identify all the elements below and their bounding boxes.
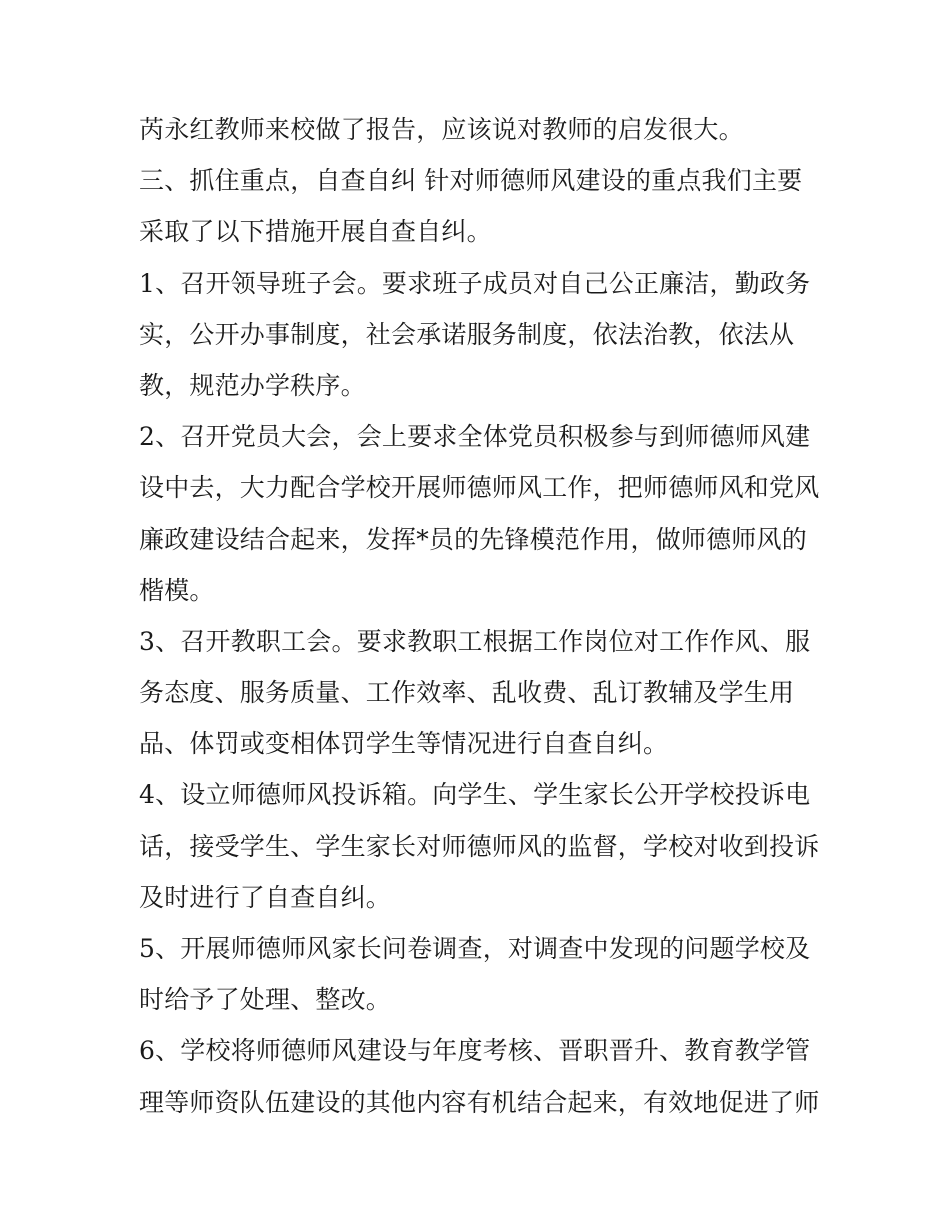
text-line-4: 1、召开领导班子会。要求班子成员对自己公正廉洁，勤政务 bbox=[139, 268, 811, 298]
text-line-8: 设中去，大力配合学校开展师德师风工作，把师德师风和党风 bbox=[139, 473, 820, 503]
text-line-19: 6、学校将师德师风建设与年度考核、晋职晋升、教育教学管 bbox=[139, 1036, 811, 1066]
text-line-6: 教，规范办学秩序。 bbox=[139, 370, 366, 400]
text-line-12: 务态度、服务质量、工作效率、乱收费、乱订教辅及学生用 bbox=[139, 678, 795, 708]
text-line-1: 芮永红教师来校做了报告，应该说对教师的启发很大。 bbox=[139, 115, 744, 144]
text-line-3: 采取了以下措施开展自查自纠。 bbox=[139, 217, 492, 247]
text-line-11: 3、召开教职工会。要求教职工根据工作岗位对工作作风、服 bbox=[139, 626, 811, 656]
document-body bbox=[139, 104, 819, 1128]
text-line-16: 及时进行了自查自纠。 bbox=[139, 882, 392, 912]
text-line-9: 廉政建设结合起来，发挥*员的先锋模范作用，做师德师风的 bbox=[139, 524, 807, 554]
text-line-15: 话，接受学生、学生家长对师德师风的监督，学校对收到投诉 bbox=[139, 831, 820, 861]
text-line-20: 理等师资队伍建设的其他内容有机结合起来，有效地促进了师 bbox=[139, 1087, 820, 1117]
text-line-18: 时给予了处理、整改。 bbox=[139, 985, 392, 1015]
text-line-7: 2、召开党员大会，会上要求全体党员积极参与到师德师风建 bbox=[139, 422, 811, 452]
text-line-14: 4、设立师德师风投诉箱。向学生、学生家长公开学校投诉电 bbox=[139, 780, 811, 810]
text-line-17: 5、开展师德师风家长问卷调查，对调查中发现的问题学校及 bbox=[139, 934, 811, 963]
text-line-13: 品、体罚或变相体罚学生等情况进行自查自纠。 bbox=[139, 729, 669, 759]
text-line-2: 三、抓住重点，自查自纠 针对师德师风建设的重点我们主要 bbox=[139, 166, 803, 196]
text-line-5: 实，公开办事制度，社会承诺服务制度，依法治教，依法从 bbox=[139, 319, 795, 349]
text-line-10: 楷模。 bbox=[139, 575, 215, 605]
